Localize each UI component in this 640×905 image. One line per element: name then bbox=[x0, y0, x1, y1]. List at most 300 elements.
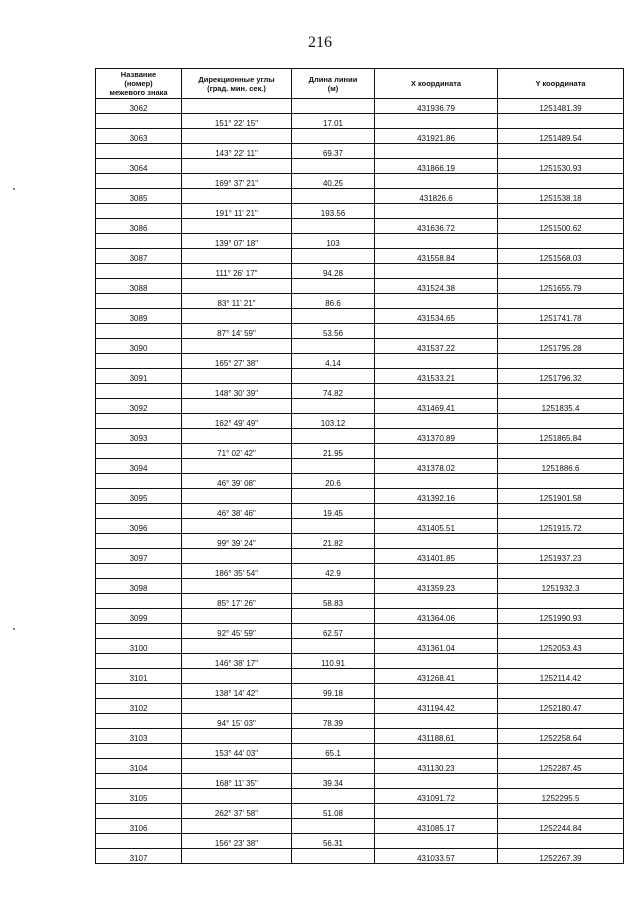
segment-row bbox=[96, 684, 624, 699]
segment-row bbox=[96, 354, 624, 369]
y-coordinate: 1252267.39 bbox=[498, 849, 624, 864]
y-coordinate: 1251795.28 bbox=[498, 339, 624, 354]
y-coordinate: 1252295.5 bbox=[498, 789, 624, 804]
empty-cell bbox=[375, 414, 498, 429]
empty-cell bbox=[182, 279, 292, 294]
line-length: 51.08 bbox=[292, 804, 375, 819]
line-length: 40.25 bbox=[292, 174, 375, 189]
x-coordinate: 431636.72 bbox=[375, 219, 498, 234]
direction-angle: 71° 02' 42" bbox=[182, 444, 292, 459]
empty-cell bbox=[96, 774, 182, 789]
empty-cell bbox=[375, 264, 498, 279]
header-x-coordinate: X координата bbox=[375, 69, 498, 99]
scan-speck bbox=[13, 188, 15, 190]
empty-cell bbox=[182, 759, 292, 774]
line-length: 103.12 bbox=[292, 414, 375, 429]
empty-cell bbox=[292, 399, 375, 414]
direction-angle: 148° 30' 39" bbox=[182, 384, 292, 399]
empty-cell bbox=[292, 699, 375, 714]
empty-cell bbox=[182, 519, 292, 534]
x-coordinate: 431364.06 bbox=[375, 609, 498, 624]
empty-cell bbox=[498, 144, 624, 159]
x-coordinate: 431921.86 bbox=[375, 129, 498, 144]
empty-cell bbox=[375, 294, 498, 309]
line-length: 103 bbox=[292, 234, 375, 249]
mark-row bbox=[96, 699, 624, 714]
y-coordinate: 1251530.93 bbox=[498, 159, 624, 174]
y-coordinate: 1251990.93 bbox=[498, 609, 624, 624]
mark-name: 3093 bbox=[96, 429, 182, 444]
segment-row bbox=[96, 474, 624, 489]
mark-name: 3089 bbox=[96, 309, 182, 324]
empty-cell bbox=[498, 684, 624, 699]
empty-cell bbox=[96, 174, 182, 189]
direction-angle: 165° 27' 38" bbox=[182, 354, 292, 369]
segment-row bbox=[96, 114, 624, 129]
mark-row bbox=[96, 309, 624, 324]
mark-name: 3106 bbox=[96, 819, 182, 834]
mark-name: 3087 bbox=[96, 249, 182, 264]
empty-cell bbox=[182, 429, 292, 444]
empty-cell bbox=[375, 114, 498, 129]
mark-row bbox=[96, 279, 624, 294]
segment-row bbox=[96, 654, 624, 669]
empty-cell bbox=[96, 474, 182, 489]
y-coordinate: 1252258.64 bbox=[498, 729, 624, 744]
empty-cell bbox=[498, 834, 624, 849]
empty-cell bbox=[498, 624, 624, 639]
mark-name: 3086 bbox=[96, 219, 182, 234]
mark-name: 3062 bbox=[96, 99, 182, 114]
x-coordinate: 431359.23 bbox=[375, 579, 498, 594]
mark-name: 3064 bbox=[96, 159, 182, 174]
empty-cell bbox=[182, 99, 292, 114]
direction-angle: 99° 39' 24" bbox=[182, 534, 292, 549]
empty-cell bbox=[292, 759, 375, 774]
y-coordinate: 1251932.3 bbox=[498, 579, 624, 594]
empty-cell bbox=[292, 459, 375, 474]
direction-angle: 146° 38' 17" bbox=[182, 654, 292, 669]
mark-name: 3091 bbox=[96, 369, 182, 384]
mark-name: 3096 bbox=[96, 519, 182, 534]
empty-cell bbox=[292, 159, 375, 174]
empty-cell bbox=[375, 324, 498, 339]
header-mark-name bbox=[96, 69, 182, 99]
line-length: 94.28 bbox=[292, 264, 375, 279]
empty-cell bbox=[498, 174, 624, 189]
empty-cell bbox=[182, 159, 292, 174]
empty-cell bbox=[498, 414, 624, 429]
empty-cell bbox=[498, 474, 624, 489]
empty-cell bbox=[375, 204, 498, 219]
empty-cell bbox=[375, 474, 498, 489]
mark-row bbox=[96, 549, 624, 564]
mark-name: 3103 bbox=[96, 729, 182, 744]
mark-name: 3095 bbox=[96, 489, 182, 504]
direction-angle: 111° 26' 17" bbox=[182, 264, 292, 279]
empty-cell bbox=[375, 564, 498, 579]
direction-angle: 186° 35' 54" bbox=[182, 564, 292, 579]
empty-cell bbox=[292, 819, 375, 834]
direction-angle: 46° 39' 08" bbox=[182, 474, 292, 489]
empty-cell bbox=[96, 684, 182, 699]
x-coordinate: 431361.04 bbox=[375, 639, 498, 654]
empty-cell bbox=[292, 549, 375, 564]
empty-cell bbox=[498, 264, 624, 279]
empty-cell bbox=[498, 504, 624, 519]
mark-row bbox=[96, 489, 624, 504]
mark-name: 3099 bbox=[96, 609, 182, 624]
segment-row bbox=[96, 204, 624, 219]
x-coordinate: 431866.19 bbox=[375, 159, 498, 174]
header-line: межевого знака bbox=[109, 88, 168, 97]
direction-angle: 94° 15' 03" bbox=[182, 714, 292, 729]
direction-angle: 191° 11' 21" bbox=[182, 204, 292, 219]
empty-cell bbox=[498, 324, 624, 339]
empty-cell bbox=[498, 654, 624, 669]
empty-cell bbox=[96, 444, 182, 459]
empty-cell bbox=[498, 354, 624, 369]
empty-cell bbox=[182, 309, 292, 324]
scan-speck bbox=[13, 628, 15, 630]
empty-cell bbox=[498, 294, 624, 309]
mark-row bbox=[96, 849, 624, 864]
x-coordinate: 431524.38 bbox=[375, 279, 498, 294]
empty-cell bbox=[96, 804, 182, 819]
empty-cell bbox=[375, 714, 498, 729]
empty-cell bbox=[292, 369, 375, 384]
direction-angle: 151° 22' 15" bbox=[182, 114, 292, 129]
empty-cell bbox=[182, 819, 292, 834]
segment-row bbox=[96, 834, 624, 849]
line-length: 4.14 bbox=[292, 354, 375, 369]
y-coordinate: 1251937.23 bbox=[498, 549, 624, 564]
mark-row bbox=[96, 219, 624, 234]
y-coordinate: 1252053.43 bbox=[498, 639, 624, 654]
segment-row bbox=[96, 264, 624, 279]
empty-cell bbox=[96, 714, 182, 729]
line-length: 21.95 bbox=[292, 444, 375, 459]
line-length: 53.56 bbox=[292, 324, 375, 339]
mark-row bbox=[96, 459, 624, 474]
mark-name: 3088 bbox=[96, 279, 182, 294]
x-coordinate: 431826.6 bbox=[375, 189, 498, 204]
empty-cell bbox=[498, 384, 624, 399]
line-length: 110.91 bbox=[292, 654, 375, 669]
segment-row bbox=[96, 594, 624, 609]
x-coordinate: 431534.65 bbox=[375, 309, 498, 324]
segment-row bbox=[96, 444, 624, 459]
empty-cell bbox=[182, 399, 292, 414]
segment-row bbox=[96, 324, 624, 339]
segment-row bbox=[96, 774, 624, 789]
direction-angle: 162° 49' 49" bbox=[182, 414, 292, 429]
y-coordinate: 1251796.32 bbox=[498, 369, 624, 384]
empty-cell bbox=[182, 699, 292, 714]
header-y-coordinate: Y координата bbox=[498, 69, 624, 99]
empty-cell bbox=[292, 669, 375, 684]
x-coordinate: 431370.89 bbox=[375, 429, 498, 444]
empty-cell bbox=[182, 489, 292, 504]
empty-cell bbox=[96, 354, 182, 369]
line-length: 69.37 bbox=[292, 144, 375, 159]
empty-cell bbox=[96, 504, 182, 519]
empty-cell bbox=[498, 564, 624, 579]
empty-cell bbox=[375, 444, 498, 459]
line-length: 56.31 bbox=[292, 834, 375, 849]
empty-cell bbox=[96, 204, 182, 219]
line-length: 20.6 bbox=[292, 474, 375, 489]
direction-angle: 168° 11' 35" bbox=[182, 774, 292, 789]
empty-cell bbox=[375, 834, 498, 849]
line-length: 21.82 bbox=[292, 534, 375, 549]
y-coordinate: 1251865.84 bbox=[498, 429, 624, 444]
page-number: 216 bbox=[308, 34, 332, 51]
empty-cell bbox=[375, 354, 498, 369]
empty-cell bbox=[498, 774, 624, 789]
mark-name: 3100 bbox=[96, 639, 182, 654]
mark-row bbox=[96, 99, 624, 114]
empty-cell bbox=[375, 534, 498, 549]
header-line: (номер) bbox=[124, 79, 153, 88]
x-coordinate: 431401.85 bbox=[375, 549, 498, 564]
y-coordinate: 1251655.79 bbox=[498, 279, 624, 294]
empty-cell bbox=[375, 384, 498, 399]
header-line-length bbox=[292, 69, 375, 99]
mark-row bbox=[96, 339, 624, 354]
line-length: 193.56 bbox=[292, 204, 375, 219]
coordinates-table bbox=[95, 68, 624, 864]
header-line: (град. мин. сек.) bbox=[207, 83, 266, 93]
line-length: 42.9 bbox=[292, 564, 375, 579]
segment-row bbox=[96, 144, 624, 159]
mark-row bbox=[96, 189, 624, 204]
x-coordinate: 431392.16 bbox=[375, 489, 498, 504]
empty-cell bbox=[375, 654, 498, 669]
y-coordinate: 1251835.4 bbox=[498, 399, 624, 414]
empty-cell bbox=[182, 339, 292, 354]
mark-row bbox=[96, 159, 624, 174]
empty-cell bbox=[182, 189, 292, 204]
empty-cell bbox=[375, 504, 498, 519]
mark-row bbox=[96, 399, 624, 414]
header-line: Дирекционные углы bbox=[198, 74, 275, 84]
x-coordinate: 431033.57 bbox=[375, 849, 498, 864]
empty-cell bbox=[498, 534, 624, 549]
y-coordinate: 1252287.45 bbox=[498, 759, 624, 774]
x-coordinate: 431558.84 bbox=[375, 249, 498, 264]
empty-cell bbox=[375, 234, 498, 249]
empty-cell bbox=[292, 639, 375, 654]
empty-cell bbox=[292, 519, 375, 534]
empty-cell bbox=[96, 384, 182, 399]
empty-cell bbox=[182, 609, 292, 624]
mark-row bbox=[96, 819, 624, 834]
empty-cell bbox=[182, 219, 292, 234]
empty-cell bbox=[375, 174, 498, 189]
direction-angle: 139° 07' 18" bbox=[182, 234, 292, 249]
x-coordinate: 431405.51 bbox=[375, 519, 498, 534]
line-length: 17.01 bbox=[292, 114, 375, 129]
mark-row bbox=[96, 609, 624, 624]
empty-cell bbox=[375, 804, 498, 819]
empty-cell bbox=[292, 309, 375, 324]
line-length: 19.45 bbox=[292, 504, 375, 519]
empty-cell bbox=[182, 459, 292, 474]
segment-row bbox=[96, 534, 624, 549]
empty-cell bbox=[498, 444, 624, 459]
empty-cell bbox=[182, 789, 292, 804]
mark-name: 3090 bbox=[96, 339, 182, 354]
header-direction-angle bbox=[182, 69, 292, 99]
empty-cell bbox=[292, 279, 375, 294]
empty-cell bbox=[182, 579, 292, 594]
header-line: Длина линии bbox=[308, 74, 358, 84]
x-coordinate: 431469.41 bbox=[375, 399, 498, 414]
empty-cell bbox=[292, 789, 375, 804]
y-coordinate: 1251568.03 bbox=[498, 249, 624, 264]
mark-row bbox=[96, 639, 624, 654]
empty-cell bbox=[292, 429, 375, 444]
mark-row bbox=[96, 129, 624, 144]
empty-cell bbox=[96, 264, 182, 279]
empty-cell bbox=[96, 294, 182, 309]
mark-row bbox=[96, 429, 624, 444]
mark-name: 3104 bbox=[96, 759, 182, 774]
x-coordinate: 431533.21 bbox=[375, 369, 498, 384]
empty-cell bbox=[498, 714, 624, 729]
segment-row bbox=[96, 624, 624, 639]
x-coordinate: 431130.23 bbox=[375, 759, 498, 774]
segment-row bbox=[96, 504, 624, 519]
line-length: 99.18 bbox=[292, 684, 375, 699]
empty-cell bbox=[96, 594, 182, 609]
line-length: 86.6 bbox=[292, 294, 375, 309]
empty-cell bbox=[182, 549, 292, 564]
y-coordinate: 1251481.39 bbox=[498, 99, 624, 114]
direction-angle: 46° 38' 46" bbox=[182, 504, 292, 519]
x-coordinate: 431268.41 bbox=[375, 669, 498, 684]
y-coordinate: 1251741.78 bbox=[498, 309, 624, 324]
mark-name: 3102 bbox=[96, 699, 182, 714]
mark-name: 3094 bbox=[96, 459, 182, 474]
y-coordinate: 1251886.6 bbox=[498, 459, 624, 474]
mark-name: 3105 bbox=[96, 789, 182, 804]
mark-name: 3085 bbox=[96, 189, 182, 204]
mark-name: 3107 bbox=[96, 849, 182, 864]
line-length: 58.83 bbox=[292, 594, 375, 609]
direction-angle: 138° 14' 42" bbox=[182, 684, 292, 699]
empty-cell bbox=[96, 744, 182, 759]
empty-cell bbox=[375, 594, 498, 609]
segment-row bbox=[96, 174, 624, 189]
mark-row bbox=[96, 519, 624, 534]
empty-cell bbox=[96, 234, 182, 249]
mark-row bbox=[96, 579, 624, 594]
direction-angle: 87° 14' 59" bbox=[182, 324, 292, 339]
mark-name: 3098 bbox=[96, 579, 182, 594]
x-coordinate: 431188.61 bbox=[375, 729, 498, 744]
empty-cell bbox=[292, 189, 375, 204]
mark-row bbox=[96, 369, 624, 384]
y-coordinate: 1251915.72 bbox=[498, 519, 624, 534]
empty-cell bbox=[96, 114, 182, 129]
empty-cell bbox=[292, 579, 375, 594]
line-length: 39.34 bbox=[292, 774, 375, 789]
line-length: 78.39 bbox=[292, 714, 375, 729]
empty-cell bbox=[498, 744, 624, 759]
empty-cell bbox=[182, 639, 292, 654]
empty-cell bbox=[292, 339, 375, 354]
empty-cell bbox=[292, 99, 375, 114]
empty-cell bbox=[292, 609, 375, 624]
segment-row bbox=[96, 384, 624, 399]
empty-cell bbox=[96, 144, 182, 159]
empty-cell bbox=[96, 414, 182, 429]
table-header-row bbox=[96, 69, 624, 99]
x-coordinate: 431085.17 bbox=[375, 819, 498, 834]
empty-cell bbox=[182, 849, 292, 864]
direction-angle: 169° 37' 21" bbox=[182, 174, 292, 189]
x-coordinate: 431194.42 bbox=[375, 699, 498, 714]
empty-cell bbox=[96, 654, 182, 669]
segment-row bbox=[96, 564, 624, 579]
mark-row bbox=[96, 759, 624, 774]
mark-name: 3097 bbox=[96, 549, 182, 564]
line-length: 62.57 bbox=[292, 624, 375, 639]
mark-name: 3092 bbox=[96, 399, 182, 414]
empty-cell bbox=[96, 564, 182, 579]
mark-row bbox=[96, 729, 624, 744]
empty-cell bbox=[375, 774, 498, 789]
direction-angle: 143° 22' 11" bbox=[182, 144, 292, 159]
segment-row bbox=[96, 234, 624, 249]
mark-row bbox=[96, 789, 624, 804]
empty-cell bbox=[292, 729, 375, 744]
empty-cell bbox=[375, 624, 498, 639]
empty-cell bbox=[498, 804, 624, 819]
empty-cell bbox=[498, 594, 624, 609]
header-line: Название bbox=[120, 70, 157, 79]
x-coordinate: 431378.02 bbox=[375, 459, 498, 474]
header-line: (м) bbox=[327, 83, 339, 93]
line-length: 74.82 bbox=[292, 384, 375, 399]
direction-angle: 85° 17' 26" bbox=[182, 594, 292, 609]
direction-angle: 153° 44' 03" bbox=[182, 744, 292, 759]
mark-name: 3101 bbox=[96, 669, 182, 684]
empty-cell bbox=[498, 114, 624, 129]
y-coordinate: 1251489.54 bbox=[498, 129, 624, 144]
empty-cell bbox=[182, 669, 292, 684]
empty-cell bbox=[182, 369, 292, 384]
empty-cell bbox=[96, 624, 182, 639]
mark-row bbox=[96, 669, 624, 684]
empty-cell bbox=[182, 729, 292, 744]
y-coordinate: 1252244.84 bbox=[498, 819, 624, 834]
empty-cell bbox=[96, 534, 182, 549]
empty-cell bbox=[375, 144, 498, 159]
direction-angle: 92° 45' 59" bbox=[182, 624, 292, 639]
empty-cell bbox=[292, 249, 375, 264]
x-coordinate: 431537.22 bbox=[375, 339, 498, 354]
segment-row bbox=[96, 294, 624, 309]
empty-cell bbox=[96, 324, 182, 339]
segment-row bbox=[96, 414, 624, 429]
y-coordinate: 1251901.58 bbox=[498, 489, 624, 504]
segment-row bbox=[96, 744, 624, 759]
x-coordinate: 431936.79 bbox=[375, 99, 498, 114]
empty-cell bbox=[292, 219, 375, 234]
